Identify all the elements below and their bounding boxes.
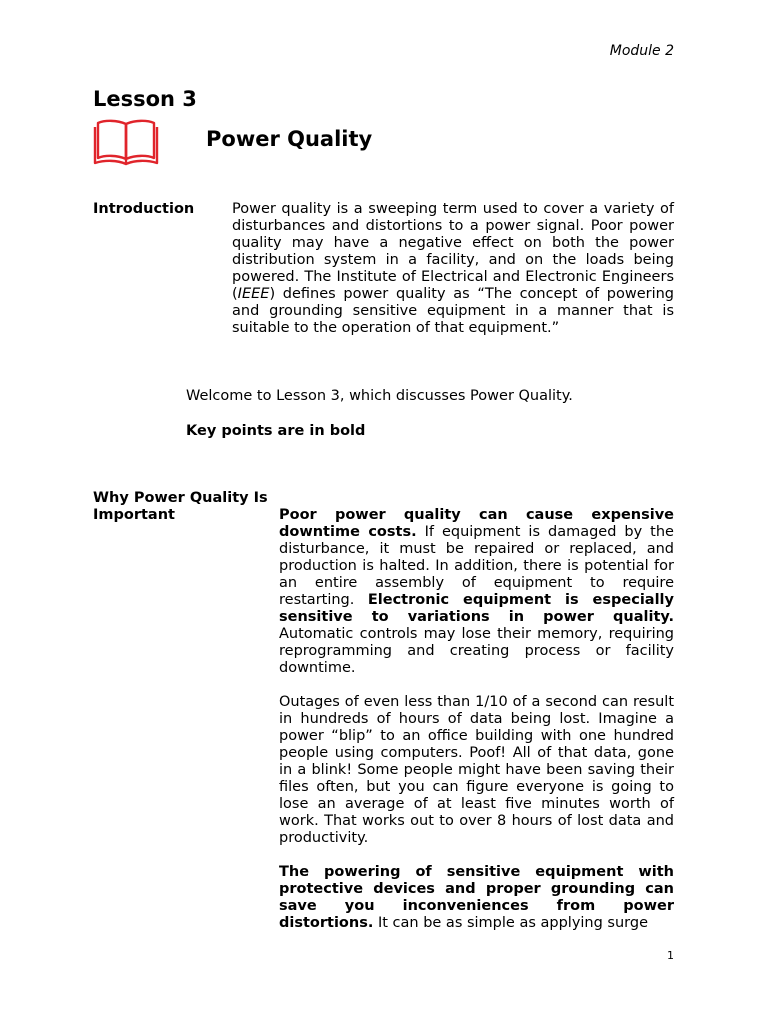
book-icon [93,118,159,166]
key-points-note: Key points are in bold [186,423,366,439]
module-label: Module 2 [609,43,674,59]
why-section-label: Why Power Quality Is Important [93,490,268,523]
why-p1-text-2: Automatic controls may lose their memory, requiring reprogramming and creating process or facility downtime. [279,626,674,676]
why-paragraph-1 [279,507,674,677]
lesson-title: Lesson 3 [93,87,197,111]
lesson-subtitle: Power Quality [206,127,373,151]
why-p1-text-1: If equipment is damaged by the disturbance, it must be repaired or replaced, and production is halted. In addition, there is potential for an entire assembly of equipment to require restarting. [279,524,674,608]
page-number: 1 [667,949,674,962]
introduction-text [232,201,674,337]
introduction-label: Introduction [93,201,195,217]
why-p3-bold: The powering of sensitive equipment with protective devices and proper grounding can save you inconveniences from power distortions. [279,864,674,931]
why-paragraph-2: Outages of even less than 1/10 of a second can result in hundreds of hours of data being lost. Imagine a power “blip” to an office building with one hundred people using computers. Poof! All of that data, gone in a blink! Some people might have been saving their files often, but you can figure everyone is going to lose an average of at least five minutes worth of work. That works out to over 8 hours of lost data and productivity. [279,694,674,846]
why-p1-bold-1: Poor power quality can cause expensive downtime costs. [279,507,674,540]
ieee-abbreviation: IEEE [237,286,270,302]
why-p1-bold-2: Electronic equipment is especially sensitive to variations in power quality. [279,592,674,625]
why-p3-text: It can be as simple as applying surge [373,915,649,931]
introduction-text-part1: Power quality is a sweeping term used to cover a variety of disturbances and distortions to a power signal. Poor power quality may have a negative effect on both the power distribution system in a facility, and on the loads being powered. The Institute of Electrical and Electronic Engineers ( [232,201,674,302]
introduction-text-part2: ) defines power quality as “The concept of powering and grounding sensitive equipment in a manner that is suitable to the operation of that equipment.” [232,286,674,336]
welcome-text: Welcome to Lesson 3, which discusses Power Quality. [186,388,573,404]
why-paragraph-3 [279,864,674,932]
